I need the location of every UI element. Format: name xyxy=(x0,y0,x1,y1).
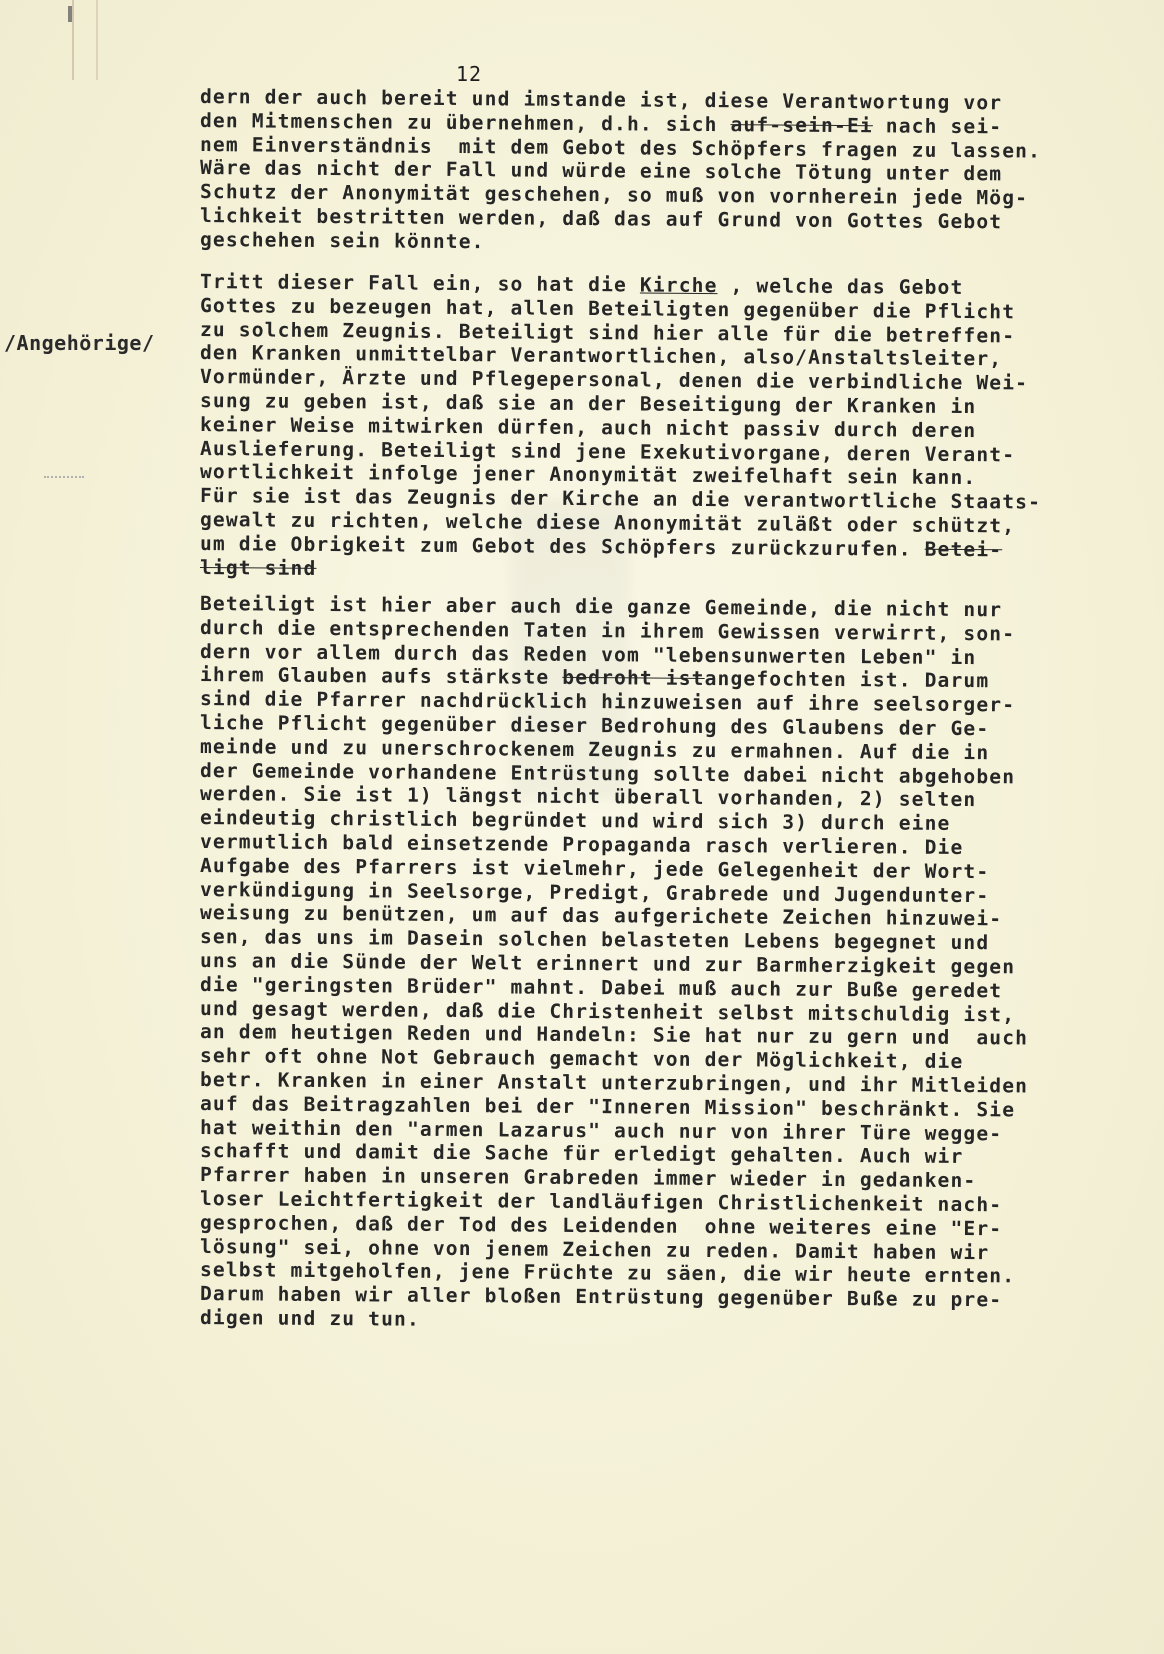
text-line: digen und zu tun. xyxy=(199,1305,421,1331)
text-line: nem Einverständnis mit dem Gebot des Schöpfers fragen zu lassen. xyxy=(199,132,1042,163)
text-line: Vormünder, Ärzte und Pflegepersonal, denen die verbindliche Wei- xyxy=(199,365,1029,395)
text-line: an dem heutigen Reden und Handeln: Sie hat nur zu gern und auch xyxy=(199,1020,1029,1050)
text-line: Darum haben wir aller bloßen Entrüstung gegenüber Buße zu pre- xyxy=(199,1282,1003,1312)
text-line: den Mitmenschen zu übernehmen, d.h. sich auf-sein-Ei nach sei- xyxy=(199,108,1003,139)
text-line: hat weithin den "armen Lazarus" auch nur von ihrer Türe wegge- xyxy=(199,1115,1003,1145)
text-line: zu solchem Zeugnis. Beteiligt sind hier alle für die betreffen- xyxy=(199,317,1016,347)
text-line: Für sie ist das Zeugnis der Kirche an die verantwortliche Staats- xyxy=(199,484,1042,514)
text-line: Auslieferung. Beteiligt sind jene Exekutivorgane, deren Verant- xyxy=(199,436,1016,466)
text-line: lösung" sei, ohne von jenem Zeichen zu reden. Damit haben wir xyxy=(199,1234,990,1264)
text-line: Beteiligt ist hier aber auch die ganze Gemeinde, die nicht nur xyxy=(199,592,1003,622)
margin-dash xyxy=(44,476,84,478)
text-line: Schutz der Anonymität geschehen, so muß von vornherein jede Mög- xyxy=(199,180,1029,210)
text-line: sind die Pfarrer nachdrücklich hinzuweisen auf ihre seelsorger- xyxy=(199,687,1016,717)
text-line: Pfarrer haben in unseren Grabreden immer wieder in gedanken- xyxy=(199,1163,977,1193)
text-line: um die Obrigkeit zum Gebot des Schöpfers zurückzurufen. Betei- xyxy=(199,531,1003,562)
ink-mark xyxy=(68,6,72,22)
text-line: auf das Beitragzahlen bei der "Inneren Mission" beschränkt. Sie xyxy=(199,1091,1016,1122)
text-line: weisung zu benützen, um auf das aufgerichete Zeichen hinzuwei- xyxy=(199,901,1003,931)
text-line: meinde und zu unerschrockenem Zeugnis zu ermahnen. Auf die in xyxy=(199,734,990,764)
text-line: verkündigung in Seelsorge, Predigt, Grabrede und Jugendunter- xyxy=(199,877,990,907)
text-line: schafft und damit die Sache für erledigt gehalten. Auch wir xyxy=(199,1139,964,1169)
text-line: liche Pflicht gegenüber dieser Bedrohung des Glaubens der Ge- xyxy=(199,710,990,741)
text-line: loser Leichtfertigkeit der landläufigen Christlichenkeit nach- xyxy=(199,1186,1003,1217)
text-line: durch die entsprechenden Taten in ihrem Gewissen verwirrt, son- xyxy=(199,615,1016,646)
paragraph-3 xyxy=(200,592,1140,1330)
paragraph-1 xyxy=(200,85,1140,252)
text-line: Tritt dieser Fall ein, so hat die Kirche , welche das Gebot xyxy=(199,270,964,299)
paragraph-2 xyxy=(200,270,1140,579)
text-line: betr. Kranken in einer Anstalt unterzubringen, und ihr Mitleiden xyxy=(199,1067,1029,1098)
text-line: gesprochen, daß der Tod des Leidenden ohne weiteres eine "Er- xyxy=(199,1210,1003,1241)
text-line: ihrem Glauben aufs stärkste bedroht istangefochten ist. Darum xyxy=(199,663,990,693)
underlined-text: Kirche xyxy=(639,273,718,298)
text-line: gewalt zu richten, welche diese Anonymität zuläßt oder schützt, xyxy=(199,507,1016,538)
text-line: uns an die Sünde der Welt erinnert und zur Barmherzigkeit gegen xyxy=(199,948,1016,979)
margin-note: /Angehörige/ xyxy=(4,331,155,355)
struck-text: Betei- xyxy=(924,537,1003,562)
text-line: den Kranken unmittelbar Verantwortlichen, also/Anstaltsleiter, xyxy=(199,341,1003,371)
struck-text: auf-sein-Ei xyxy=(730,112,873,138)
text-line: und gesagt werden, daß die Christenheit selbst mitschuldig ist, xyxy=(199,996,1016,1026)
text-line: der Gemeinde vorhandene Entrüstung sollte dabei nicht abgehoben xyxy=(199,758,1016,788)
text-line: sung zu geben ist, daß sie an der Beseitigung der Kranken in xyxy=(199,388,977,419)
text-line: vermutlich bald einsetzende Propaganda rasch verlieren. Die xyxy=(199,829,964,859)
text-line: dern der auch bereit und imstande ist, diese Verantwortung vor xyxy=(199,85,1003,115)
text-line: Aufgabe des Pfarrers ist vielmehr, jede Gelegenheit der Wort- xyxy=(199,853,990,883)
text-line: geschehen sein könnte. xyxy=(199,227,485,254)
struck-text: ligt sind xyxy=(199,555,317,580)
text-line: werden. Sie ist 1) längst nicht überall vorhanden, 2) selten xyxy=(199,782,977,812)
page-number: 12 xyxy=(456,62,483,86)
text-line: Gottes zu bezeugen hat, allen Beteiligten gegenüber die Pflicht xyxy=(199,293,1016,324)
margin-mark xyxy=(72,0,98,80)
text-line: lichkeit bestritten werden, daß das auf Grund von Gottes Gebot xyxy=(199,203,1003,234)
text-line: keiner Weise mitwirken dürfen, auch nicht passiv durch deren xyxy=(199,412,977,442)
text-line: sehr oft ohne Not Gebrauch gemacht von der Möglichkeit, die xyxy=(199,1044,964,1074)
text-line: sen, das uns im Dasein solchen belasteten Lebens begegnet und xyxy=(199,925,990,955)
text-line: die "geringsten Brüder" mahnt. Dabei muß auch zur Buße geredet xyxy=(199,972,1003,1003)
text-line: selbst mitgeholfen, jene Früchte zu säen, die wir heute ernten. xyxy=(199,1258,1016,1288)
text-line: wortlichkeit infolge jener Anonymität zweifelhaft sein kann. xyxy=(199,460,977,490)
text-line: eindeutig christlich begründet und wird sich 3) durch eine xyxy=(199,806,951,836)
text-line: dern vor allem durch das Reden vom "lebensunwerten Leben" in xyxy=(199,639,977,669)
text-line: Wäre das nicht der Fall und würde eine solche Tötung unter dem xyxy=(199,156,1003,186)
struck-text: bedroht ist xyxy=(562,666,705,691)
